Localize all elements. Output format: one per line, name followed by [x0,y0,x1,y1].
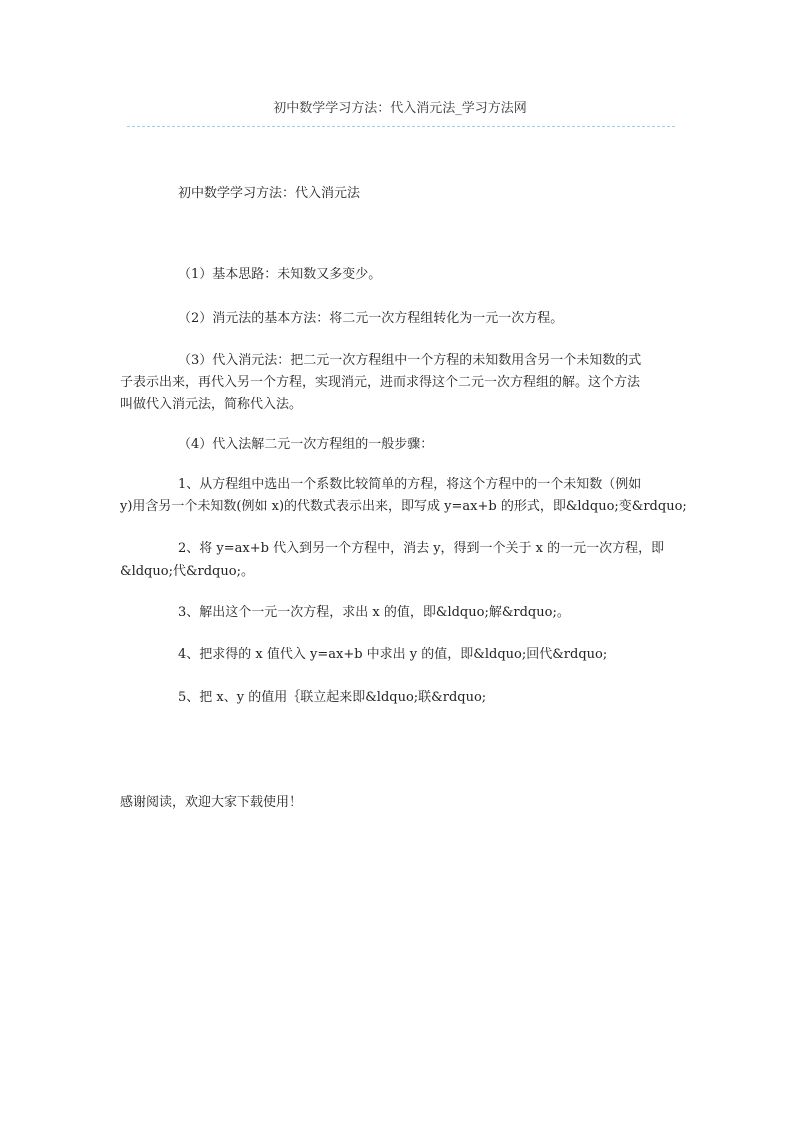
step-3: 3、解出这个一元一次方程，求出 x 的值，即&ldquo;解&rdquo;。 [178,605,570,620]
paragraph-basic-idea: （1）基本思路：未知数又多变少。 [178,267,382,282]
paragraph-basic-method: （2）消元法的基本方法：将二元一次方程组转化为一元一次方程。 [178,311,564,326]
step-1-line-2: y)用含另一个未知数(例如 x)的代数式表示出来，即写成 y=ax+b 的形式，即&ldquo;变&rdquo; [120,499,687,514]
step-1-line-1: 1、从方程组中选出一个系数比较简单的方程，将这个方程中的一个未知数（例如 [178,477,642,492]
footer-thanks: 感谢阅读，欢迎大家下载使用！ [120,795,303,810]
step-2-line-1: 2、将 y=ax+b 代入到另一个方程中，消去 y，得到一个关于 x 的一元一次方程，即 [178,541,665,556]
step-5: 5、把 x、y 的值用｛联立起来即&ldquo;联&rdquo; [178,690,487,705]
step-4: 4、把求得的 x 值代入 y=ax+b 中求出 y 的值，即&ldquo;回代&rdquo; [178,647,608,662]
paragraph-substitution-line-2: 子表示出来，再代入另一个方程，实现消元，进而求得这个二元一次方程组的解。这个方法 [120,375,641,390]
article-subtitle: 初中数学学习方法：代入消元法 [178,186,361,201]
paragraph-substitution-line-3: 叫做代入消元法，简称代入法。 [120,397,303,412]
header-divider [127,126,675,127]
step-2-line-2: &ldquo;代&rdquo;。 [120,564,254,579]
paragraph-general-steps: （4）代入法解二元一次方程组的一般步骤： [178,437,434,452]
page-title: 初中数学学习方法：代入消元法_学习方法网 [273,101,527,116]
paragraph-substitution-line-1: （3）代入消元法：把二元一次方程组中一个方程的未知数用含另一个未知数的式 [178,353,642,368]
